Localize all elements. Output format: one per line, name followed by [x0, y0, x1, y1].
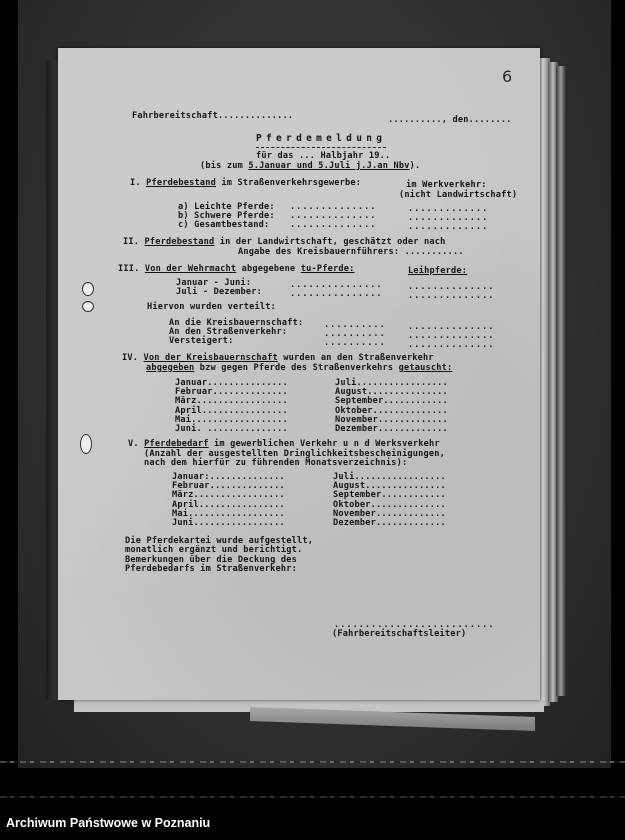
- document-title: Pferdemeldung: [256, 134, 386, 148]
- section-1-right-heading-2: (nicht Landwirtschaft): [399, 190, 518, 200]
- section-1-heading: I. Pferdebestand im Straßenverkehrsgewerbe:: [130, 178, 362, 188]
- punch-hole: [82, 301, 94, 312]
- subtitle-line1: für das ... Halbjahr 19..: [256, 151, 391, 161]
- fill-in-field: .............: [408, 204, 489, 214]
- paper-stack-edge: [556, 66, 566, 696]
- page-number: 6: [502, 67, 513, 86]
- fill-in-field: ...............: [290, 280, 383, 290]
- archive-caption: Archiwum Państwowe w Poznaniu: [6, 816, 211, 830]
- fill-in-field: ..............: [408, 322, 495, 332]
- fill-in-field: ..........: [324, 338, 386, 348]
- header-right: .........., den........: [388, 115, 512, 125]
- fill-in-field: ..............: [408, 291, 495, 301]
- fill-in-field: ...............: [290, 289, 383, 299]
- section-3-heading: III. Von der Wehrmacht abgegebene tu-Pferde:: [118, 264, 355, 274]
- section-5-months-left: Januar:.............. Februar.............. März................. April................ Mai.................. Juni.................: [172, 472, 285, 529]
- section-1-right-heading: im Werkverkehr:: [406, 180, 487, 190]
- fill-in-field: ..............: [408, 340, 495, 350]
- fill-in-field: ..........: [324, 320, 386, 330]
- section-3-row: Januar - Juni:: [176, 278, 252, 288]
- section-4-months-left: Januar............... Februar.............. März................. April................ Mai.................. Juni. ...............: [175, 378, 288, 435]
- section-5-heading: V. Pferdebedarf im gewerblichen Verkehr u n d Werksverkehr: [128, 439, 440, 449]
- section-5-line2: (Anzahl der ausgestellten Dringlichkeitsbescheinigungen,: [144, 449, 445, 459]
- section-1-row: a) Leichte Pferde:: [178, 202, 275, 212]
- section-3-distributed-row: An die Kreisbauernschaft:: [169, 318, 304, 328]
- document-page: [58, 48, 540, 700]
- fill-in-field: .............: [408, 222, 489, 232]
- subtitle-line2: (bis zum 5.Januar und 5.Juli j.J.an Nbv).: [200, 161, 421, 171]
- fill-in-field: ..............: [290, 211, 377, 221]
- fill-in-field: ..............: [290, 220, 377, 230]
- section-5-months-right: Juli................. August............... September............ Oktober.............. November............. Dezember.............: [333, 472, 446, 529]
- section-4-line2: abgegeben bzw gegen Pferde des Straßenverkehrs getauscht:: [146, 363, 453, 373]
- section-4-months-right: Juli................. August............... September............ Oktober.............. November............. Dezember.............: [335, 378, 448, 435]
- closing-remarks: Die Pferdekartei wurde aufgestellt, monatlich ergänzt und berichtigt. Bemerkungen über die Deckung des Pferdebedarfs im Straßenverkehr:: [125, 536, 314, 574]
- fill-in-field: ..........: [324, 329, 386, 339]
- section-4-heading: IV. Von der Kreisbauernschaft wurden an den Straßenverkehr: [122, 353, 434, 363]
- section-3-distributed-label: Hiervon wurden verteilt:: [147, 302, 276, 312]
- scan-artifact-line: [0, 761, 625, 763]
- signature-label: (Fahrbereitschaftsleiter): [332, 629, 467, 639]
- scan-artifact-line: [0, 796, 625, 798]
- section-3-right-heading: Leihpferde:: [408, 266, 468, 276]
- signature-line: ..........................: [334, 620, 495, 630]
- section-2-line2: Angabe des Kreisbauernführers: ...........: [238, 247, 464, 257]
- header-left: Fahrbereitschaft..............: [132, 111, 294, 121]
- fill-in-field: ..............: [290, 202, 377, 212]
- section-1-row: b) Schwere Pferde:: [178, 211, 275, 221]
- section-2-heading: II. Pferdebestand in der Landwirtschaft, geschätzt oder nach: [123, 237, 446, 247]
- section-3-distributed-row: Versteigert:: [169, 336, 234, 346]
- fill-in-field: ..............: [408, 331, 495, 341]
- fill-in-field: .............: [408, 213, 489, 223]
- section-1-row: c) Gesamtbestand:: [178, 220, 270, 230]
- fill-in-field: ..............: [408, 282, 495, 292]
- punch-hole: [80, 434, 92, 454]
- punch-hole: [82, 282, 94, 296]
- section-5-line3: nach dem hierfür zu führenden Monatsverzeichnis):: [144, 458, 408, 468]
- section-3-row: Juli - Dezember:: [176, 287, 262, 297]
- section-3-distributed-row: An den Straßenverkehr:: [169, 327, 288, 337]
